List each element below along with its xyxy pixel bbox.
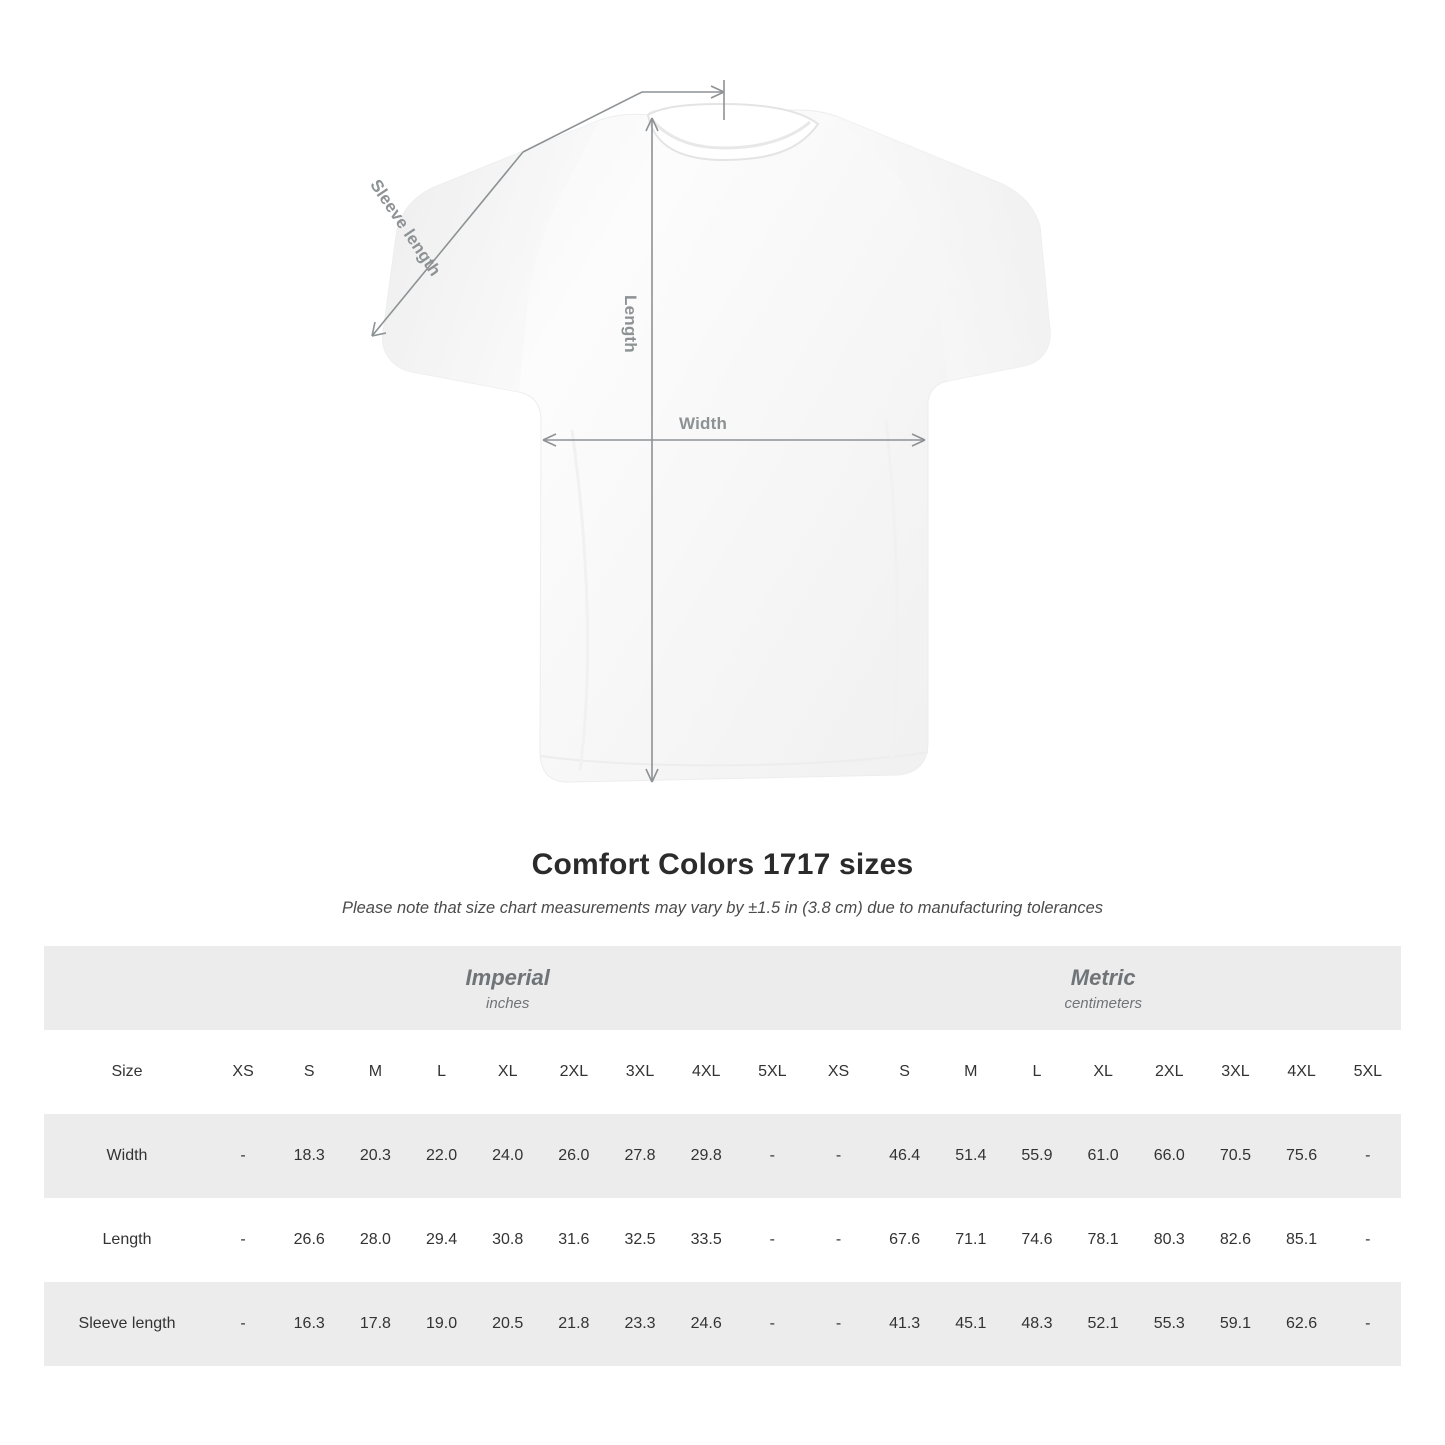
page-title: Comfort Colors 1717 sizes: [531, 848, 914, 881]
cell-length-metric-xl: 78.1: [1070, 1198, 1136, 1282]
cell-length-imperial-s: 26.6: [276, 1198, 342, 1282]
cell-width-imperial-s: 18.3: [276, 1114, 342, 1198]
cell-sleeve-metric-3xl: 59.1: [1202, 1282, 1268, 1366]
cell-length-imperial-2xl: 31.6: [541, 1198, 607, 1282]
imperial-title: Imperial: [465, 964, 550, 990]
size-table: [44, 946, 1401, 1366]
cell-width-metric-m: 51.4: [938, 1114, 1004, 1198]
metric-title: Metric: [1070, 964, 1136, 990]
imperial-subtitle: inches: [486, 995, 530, 1013]
column-header-imperial-2xl: 2XL: [541, 1030, 607, 1114]
cell-width-imperial-3xl: 27.8: [607, 1114, 673, 1198]
column-header-imperial-5xl: 5XL: [739, 1030, 805, 1114]
column-header-metric-4xl: 4XL: [1269, 1030, 1335, 1114]
cell-width-metric-4xl: 75.6: [1269, 1114, 1335, 1198]
cell-width-imperial-m: 20.3: [342, 1114, 408, 1198]
column-header-imperial-m: M: [342, 1030, 408, 1114]
unit-header-spacer: [44, 946, 210, 1030]
cell-length-metric-l: 74.6: [1004, 1198, 1070, 1282]
cell-sleeve-imperial-2xl: 21.8: [541, 1282, 607, 1366]
cell-sleeve-imperial-s: 16.3: [276, 1282, 342, 1366]
row-label-length: Length: [44, 1198, 210, 1282]
column-header-size: Size: [44, 1030, 210, 1114]
column-header-metric-3xl: 3XL: [1202, 1030, 1268, 1114]
cell-sleeve-metric-s: 41.3: [872, 1282, 938, 1366]
cell-width-metric-xl: 61.0: [1070, 1114, 1136, 1198]
cell-width-metric-s: 46.4: [872, 1114, 938, 1198]
cell-sleeve-imperial-5xl: -: [739, 1282, 805, 1366]
cell-length-imperial-xl: 30.8: [475, 1198, 541, 1282]
cell-sleeve-metric-4xl: 62.6: [1269, 1282, 1335, 1366]
size-table-wrapper: [44, 946, 1401, 1366]
cell-length-imperial-3xl: 32.5: [607, 1198, 673, 1282]
metric-subtitle: centimeters: [1064, 995, 1142, 1013]
column-header-metric-s: S: [872, 1030, 938, 1114]
cell-length-metric-4xl: 85.1: [1269, 1198, 1335, 1282]
column-header-metric-l: L: [1004, 1030, 1070, 1114]
cell-width-imperial-xl: 24.0: [475, 1114, 541, 1198]
column-header-imperial-3xl: 3XL: [607, 1030, 673, 1114]
row-label-sleeve-length: Sleeve length: [44, 1282, 210, 1366]
shirt-shape: [383, 104, 1051, 782]
cell-length-imperial-xs: -: [210, 1198, 276, 1282]
column-header-imperial-l: L: [408, 1030, 474, 1114]
cell-length-metric-3xl: 82.6: [1202, 1198, 1268, 1282]
measurement-note: Please note that size chart measurements may vary by ±1.5 in (3.8 cm) due to manufacturing tolerances: [341, 899, 1104, 917]
unit-header-row: [44, 946, 1401, 1030]
metric-group-header: [805, 946, 1401, 1030]
cell-length-metric-m: 71.1: [938, 1198, 1004, 1282]
cell-width-metric-xs: -: [805, 1114, 871, 1198]
cell-sleeve-imperial-xl: 20.5: [475, 1282, 541, 1366]
cell-sleeve-metric-5xl: -: [1335, 1282, 1401, 1366]
cell-sleeve-imperial-xs: -: [210, 1282, 276, 1366]
sleeve-length-dimension-label: Sleeve length: [366, 176, 445, 280]
cell-sleeve-metric-xs: -: [805, 1282, 871, 1366]
column-header-imperial-4xl: 4XL: [673, 1030, 739, 1114]
cell-width-imperial-xs: -: [210, 1114, 276, 1198]
cell-width-metric-2xl: 66.0: [1136, 1114, 1202, 1198]
column-header-imperial-xs: XS: [210, 1030, 276, 1114]
cell-length-imperial-4xl: 33.5: [673, 1198, 739, 1282]
cell-sleeve-imperial-m: 17.8: [342, 1282, 408, 1366]
column-header-row: [44, 1030, 1401, 1114]
cell-length-imperial-l: 29.4: [408, 1198, 474, 1282]
column-header-imperial-s: S: [276, 1030, 342, 1114]
title-block: [0, 848, 1445, 918]
cell-sleeve-metric-l: 48.3: [1004, 1282, 1070, 1366]
cell-length-imperial-m: 28.0: [342, 1198, 408, 1282]
column-header-metric-m: M: [938, 1030, 1004, 1114]
cell-sleeve-metric-m: 45.1: [938, 1282, 1004, 1366]
cell-length-metric-s: 67.6: [872, 1198, 938, 1282]
length-dimension-label: Length: [621, 295, 640, 353]
cell-width-metric-3xl: 70.5: [1202, 1114, 1268, 1198]
cell-width-metric-l: 55.9: [1004, 1114, 1070, 1198]
cell-length-imperial-5xl: -: [739, 1198, 805, 1282]
table-row: [44, 1114, 1401, 1198]
cell-width-imperial-l: 22.0: [408, 1114, 474, 1198]
cell-width-imperial-5xl: -: [739, 1114, 805, 1198]
cell-sleeve-imperial-l: 19.0: [408, 1282, 474, 1366]
cell-sleeve-imperial-3xl: 23.3: [607, 1282, 673, 1366]
cell-sleeve-imperial-4xl: 24.6: [673, 1282, 739, 1366]
row-label-width: Width: [44, 1114, 210, 1198]
width-dimension-label: Width: [679, 414, 728, 433]
cell-length-metric-2xl: 80.3: [1136, 1198, 1202, 1282]
cell-sleeve-metric-2xl: 55.3: [1136, 1282, 1202, 1366]
column-header-metric-2xl: 2XL: [1136, 1030, 1202, 1114]
table-row: [44, 1282, 1401, 1366]
cell-width-imperial-4xl: 29.8: [673, 1114, 739, 1198]
cell-width-imperial-2xl: 26.0: [541, 1114, 607, 1198]
cell-sleeve-metric-xl: 52.1: [1070, 1282, 1136, 1366]
column-header-metric-5xl: 5XL: [1335, 1030, 1401, 1114]
column-header-metric-xl: XL: [1070, 1030, 1136, 1114]
imperial-group-header: [210, 946, 805, 1030]
column-header-metric-xs: XS: [805, 1030, 871, 1114]
table-row: [44, 1198, 1401, 1282]
column-header-imperial-xl: XL: [475, 1030, 541, 1114]
cell-length-metric-xs: -: [805, 1198, 871, 1282]
cell-length-metric-5xl: -: [1335, 1198, 1401, 1282]
cell-width-metric-5xl: -: [1335, 1114, 1401, 1198]
